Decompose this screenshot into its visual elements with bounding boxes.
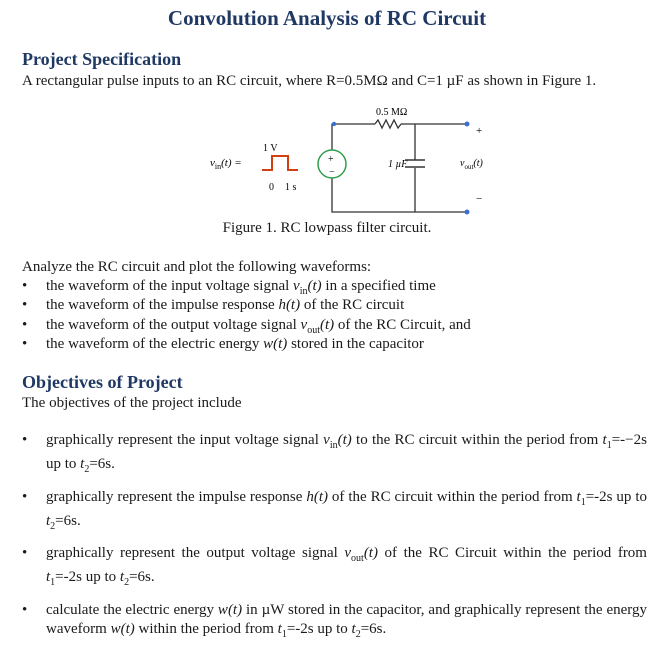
capacitor-label: 1 µF bbox=[388, 159, 408, 170]
bullet: • bbox=[22, 432, 28, 448]
analyze-item bbox=[22, 335, 647, 354]
spec-text: A rectangular pulse inputs to an RC circuit, where R=0.5MΩ and C=1 µF as shown in Figure 1. bbox=[22, 73, 597, 89]
objective-item-text: graphically represent the input voltage signal $v_{in}(t)$ to the RC circuit within the period from $t_1=--2s$ up to $t_2=6s$. bbox=[46, 432, 647, 475]
source-minus: − bbox=[329, 167, 335, 178]
output-minus: − bbox=[476, 193, 483, 205]
objective-item-text: graphically represent the output voltage signal $v_{out}(t)$ of the RC Circuit within the period from $t_1=-2s$ up to $t_2=6s$. bbox=[46, 545, 647, 588]
page-title: Convolution Analysis of RC Circuit bbox=[167, 6, 487, 30]
pulse-waveform bbox=[262, 156, 298, 170]
bullet: • bbox=[22, 297, 28, 313]
objective-item bbox=[22, 431, 647, 479]
bullet: • bbox=[22, 278, 28, 294]
objectives-heading: Objectives of Project bbox=[22, 372, 183, 392]
bullet: • bbox=[22, 545, 28, 561]
pulse-t1-label: 1 s bbox=[285, 182, 297, 193]
vin-label: $v_{in}(t)$ = bbox=[210, 157, 242, 171]
analyze-item-text: the waveform of the impulse response h(t) of the RC circuit bbox=[46, 297, 405, 313]
output-node-top bbox=[465, 122, 470, 127]
pulse-t0-label: 0 bbox=[269, 182, 274, 193]
analyze-item-text: the waveform of the electric energy w(t) stored in the capacitor bbox=[46, 336, 424, 352]
objective-item bbox=[22, 544, 647, 592]
rc-circuit-figure bbox=[210, 100, 500, 220]
bullet: • bbox=[22, 317, 28, 333]
resistor-label: 0.5 MΩ bbox=[376, 107, 408, 118]
circuit-wire-bottom bbox=[332, 178, 465, 212]
analyze-item bbox=[22, 296, 647, 315]
output-plus: + bbox=[476, 125, 483, 137]
bullet: • bbox=[22, 602, 28, 618]
spec-heading: Project Specification bbox=[22, 49, 182, 69]
objective-item bbox=[22, 488, 647, 536]
objectives-intro: The objectives of the project include bbox=[22, 395, 242, 411]
bullet: • bbox=[22, 489, 28, 505]
circuit-wire-top bbox=[332, 124, 375, 150]
analyze-intro: Analyze the RC circuit and plot the following waveforms: bbox=[22, 259, 372, 275]
objective-item-text: calculate the electric energy w(t) in µW stored in the capacitor, and graphically represent the energy waveform w(t) within the period from $t_1=-2s$ up to $t_2=6s$. bbox=[46, 602, 647, 640]
figure-caption: Figure 1. RC lowpass filter circuit. bbox=[222, 220, 432, 236]
source-plus: + bbox=[328, 154, 334, 165]
resistor-symbol bbox=[375, 120, 401, 128]
objective-item bbox=[22, 601, 647, 644]
pulse-amplitude-label: 1 V bbox=[263, 143, 278, 154]
analyze-item-text: the waveform of the output voltage signal $v_{out}(t)$ of the RC Circuit, and bbox=[46, 317, 471, 336]
analyze-item-text: the waveform of the input voltage signal $v_{in}(t)$ in a specified time bbox=[46, 278, 436, 297]
input-node-top bbox=[332, 122, 336, 126]
objective-item-text: graphically represent the impulse response h(t) of the RC circuit within the period from $t_1=-2s$ up to $t_2=6s$. bbox=[46, 489, 647, 532]
output-node-bottom bbox=[465, 210, 470, 215]
vout-label: $v_{out}(t)$ bbox=[460, 158, 483, 171]
bullet: • bbox=[22, 336, 28, 352]
